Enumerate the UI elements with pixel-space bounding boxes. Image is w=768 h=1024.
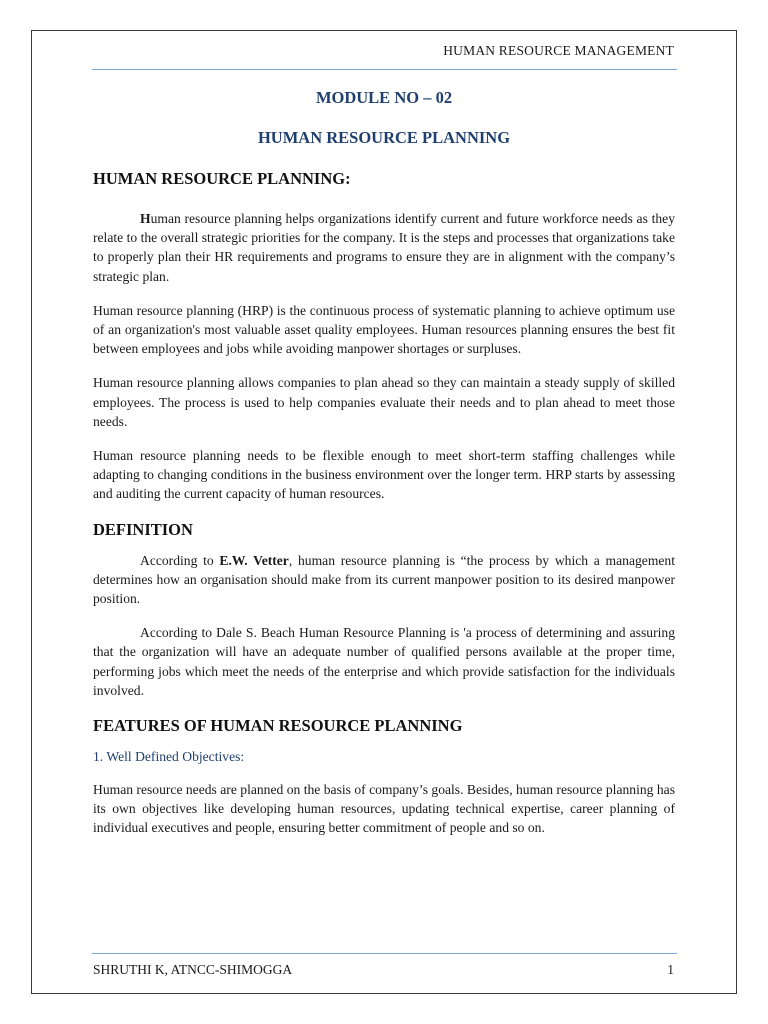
hrp-paragraph-1: Human resource planning helps organizations identify current and future workforce needs as they relate to the overall strategic priorities for the company. It is the steps and processes that organizations take to properly plan their HR requirements and programs to ensure they are in alignment with the company’s strategic plan.: [93, 211, 675, 284]
header-divider: [92, 69, 677, 70]
page-number: 1: [667, 962, 674, 977]
drop-letter: H: [140, 211, 151, 226]
module-title: HUMAN RESOURCE PLANNING: [257, 128, 511, 147]
hrp-paragraph-2: Human resource planning (HRP) is the continuous process of systematic planning to achieve optimum use of an organization's most valuable asset quality employees. Human resources planning ensures the best fit between employees and jobs while avoiding manpower shortages or surpluses.: [93, 302, 675, 357]
definition-paragraph-1: According to E.W. Vetter, human resource planning is “the process by which a management determines how an organisation should make from its current manpower position to its desired manpower position.: [93, 552, 676, 607]
hrp-paragraph-4: Human resource planning needs to be flexible enough to meet short-term staffing challenges while adapting to changing conditions in the business environment over the longer term. HRP starts by assessing and auditing the current capacity of human resources.: [93, 448, 675, 502]
footer-divider: [92, 953, 677, 954]
footer-author: SHRUTHI K, ATNCC-SHIMOGGA: [93, 962, 293, 977]
section-heading-hrp: HUMAN RESOURCE PLANNING:: [93, 169, 351, 188]
section-heading-features: FEATURES OF HUMAN RESOURCE PLANNING: [93, 716, 463, 736]
running-header: HUMAN RESOURCE MANAGEMENT: [443, 43, 674, 58]
author-name: E.W. Vetter: [219, 552, 289, 568]
page-content: [93, 168, 675, 853]
definition-paragraph-2: According to Dale S. Beach Human Resource Planning is 'a process of determining and assuring that the organization will have an adequate number of qualified persons available at the proper time, performing jobs which meet the needs of the enterprise and which provide satisfaction for the individuals involved.: [93, 625, 675, 698]
feature-item-text: Human resource needs are planned on the basis of company’s goals. Besides, human resource planning has its own objectives like developing human resources, updating technical expertise, career planning of individual executives and people, ensuring better commitment of people and so on.: [93, 782, 675, 836]
module-number: MODULE NO – 02: [315, 88, 453, 107]
hrp-paragraph-3: Human resource planning allows companies to plan ahead so they can maintain a steady supply of skilled employees. The process is used to help companies evaluate their needs and to plan ahead to meet those needs.: [93, 375, 675, 429]
feature-item-title: 1. Well Defined Objectives:: [93, 749, 245, 765]
section-heading-definition: DEFINITION: [93, 519, 193, 539]
